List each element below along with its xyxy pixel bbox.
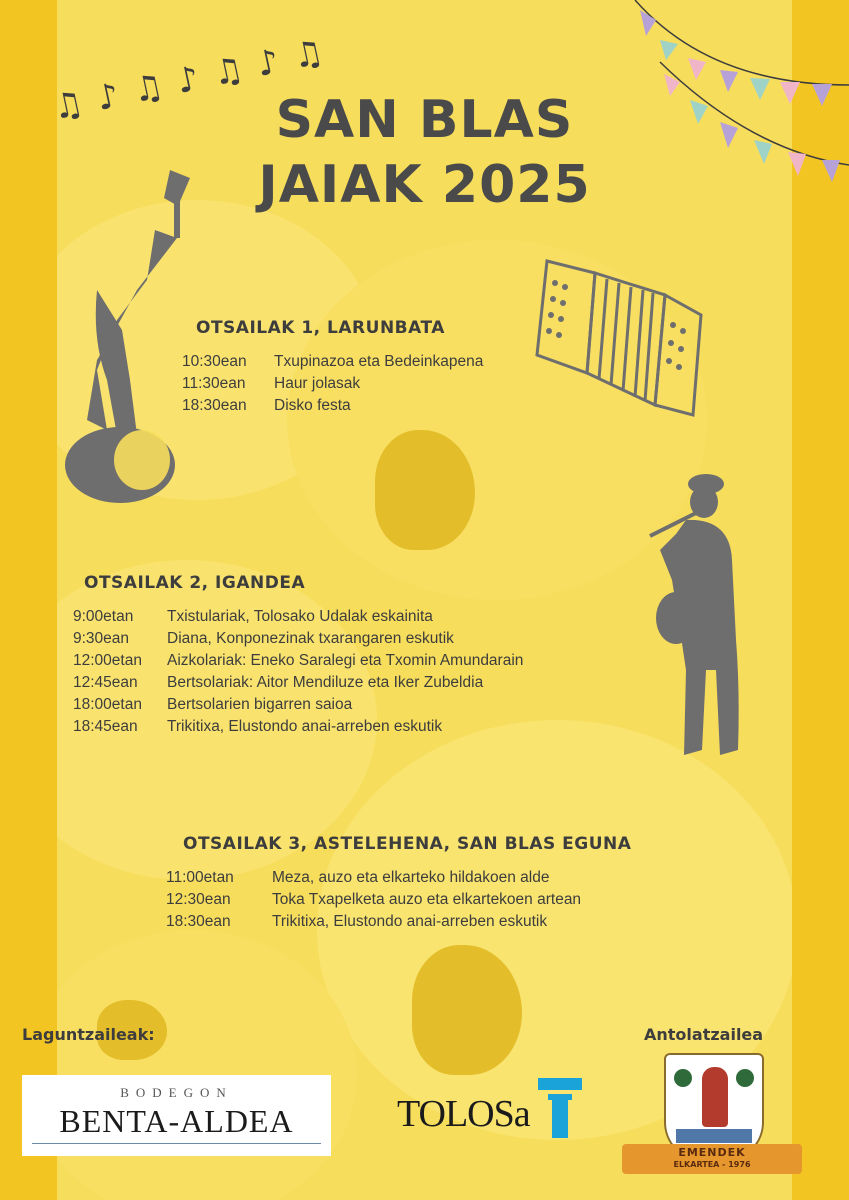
event-text: Txupinazoa eta Bedeinkapena xyxy=(274,353,484,370)
event-text: Haur jolasak xyxy=(274,375,361,392)
tolosa-logo: TOLOSa xyxy=(397,1093,530,1135)
event-row xyxy=(73,674,633,694)
lauburu-icon xyxy=(674,1069,692,1087)
event-title-line1: SAN BLAS xyxy=(275,90,574,150)
event-time: 9:30ean xyxy=(73,630,130,647)
day3-heading: OTSAILAK 3, ASTELEHENA, SAN BLAS EGUNA xyxy=(183,834,632,854)
event-text: Diana, Konponezinak txarangaren eskutik xyxy=(167,630,454,647)
event-time: 18:30ean xyxy=(182,397,247,414)
event-row xyxy=(166,869,666,889)
bread-hole xyxy=(375,430,475,550)
event-time: 9:00etan xyxy=(73,608,134,625)
emendek-sub: ELKARTEA - 1976 xyxy=(673,1160,751,1169)
music-notes-icon: ♫ ♪ ♫ ♪ ♫ ♪ ♫ xyxy=(48,31,329,129)
event-time: 11:00etan xyxy=(166,869,234,886)
saint-figure-icon xyxy=(702,1067,728,1127)
woodchopper-icon xyxy=(62,170,192,510)
event-text: Bertsolarien bigarren saioa xyxy=(167,696,353,713)
event-text: Trikitixa, Elustondo anai-arreben eskutik xyxy=(167,718,443,735)
event-time: 12:30ean xyxy=(166,891,231,908)
benta-aldea-logo xyxy=(22,1075,331,1156)
event-text: Bertsolariak: Aitor Mendiluze eta Iker Zubeldia xyxy=(167,674,484,691)
event-row xyxy=(73,608,633,628)
event-time: 18:30ean xyxy=(166,913,231,930)
emendek-name: EMENDEK xyxy=(678,1146,746,1159)
logo-underline xyxy=(32,1143,321,1144)
day1-heading: OTSAILAK 1, LARUNBATA xyxy=(196,318,445,338)
event-title-line2: JAIAK 2025 xyxy=(258,155,591,215)
bodegon-text: BODEGON xyxy=(120,1085,233,1100)
event-time: 12:45ean xyxy=(73,674,138,691)
event-row xyxy=(182,353,582,373)
event-row xyxy=(73,652,633,672)
event-row xyxy=(166,913,666,933)
emendek-ribbon xyxy=(622,1144,802,1174)
event-row xyxy=(73,718,633,738)
event-time: 18:45ean xyxy=(73,718,138,735)
event-text: Meza, auzo eta elkarteko hildakoen alde xyxy=(272,869,550,886)
event-time: 18:00etan xyxy=(73,696,142,713)
event-time: 11:30ean xyxy=(182,375,246,392)
lauburu-icon xyxy=(736,1069,754,1087)
event-text: Toka Txapelketa auzo eta elkartekoen artean xyxy=(272,891,582,908)
sponsors-label: Laguntzaileak: xyxy=(22,1025,155,1044)
event-row xyxy=(73,630,633,650)
event-row xyxy=(166,891,666,911)
event-text: Txistulariak, Tolosako Udalak eskainita xyxy=(167,608,433,625)
event-text: Aizkolariak: Eneko Saralegi eta Txomin Amundarain xyxy=(167,652,524,669)
bread-shape xyxy=(57,930,357,1200)
event-time: 12:00etan xyxy=(73,652,142,669)
event-text: Trikitixa, Elustondo anai-arreben eskutik xyxy=(272,913,548,930)
benta-aldea-text: BENTA-ALDEA xyxy=(59,1103,294,1139)
tolosa-mark-icon xyxy=(538,1078,582,1140)
event-text: Disko festa xyxy=(274,397,351,414)
event-row xyxy=(73,696,633,716)
day2-heading: OTSAILAK 2, IGANDEA xyxy=(84,573,306,593)
organizer-label: Antolatzailea xyxy=(644,1025,764,1044)
txistu-player-icon xyxy=(640,470,750,770)
event-time: 10:30ean xyxy=(182,353,247,370)
bread-hole xyxy=(412,945,522,1075)
event-row xyxy=(182,397,582,417)
event-row xyxy=(182,375,582,395)
water-icon xyxy=(676,1129,752,1143)
